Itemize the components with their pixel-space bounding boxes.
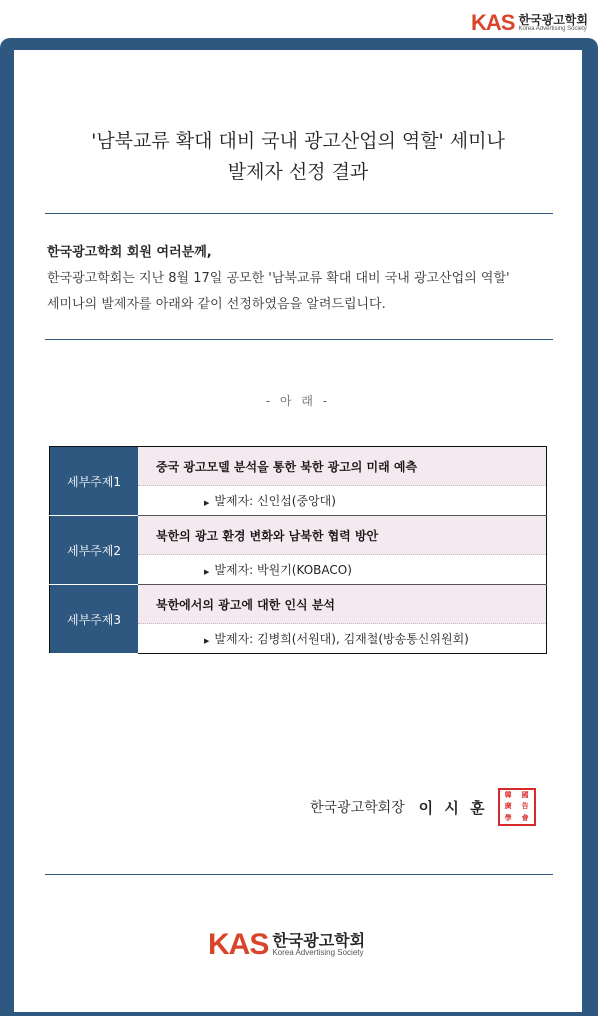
content-panel xyxy=(14,50,582,1012)
greeting-line-1: 한국광고학회는 지난 8월 17일 공모한 '남북교류 확대 대비 국내 광고산업의 역할' xyxy=(47,271,510,286)
topic-title: 중국 광고모델 분석을 통한 북한 광고의 미래 예측 xyxy=(138,447,547,486)
greeting-text xyxy=(47,240,510,318)
salutation: 한국광고학회 회원 여러분께, xyxy=(47,245,212,260)
signature xyxy=(310,788,536,826)
divider xyxy=(45,339,553,340)
footer-logo xyxy=(208,928,365,962)
kas-logo-mark: KAS xyxy=(208,928,269,961)
page-title xyxy=(14,126,582,188)
table-row xyxy=(50,516,547,555)
title-line-2: 발제자 선정 결과 xyxy=(227,161,369,183)
divider xyxy=(45,874,553,875)
presenter-name: 발제자: 신인섭(중앙대) xyxy=(214,494,336,508)
official-seal-icon: 韓 國 廣 告 學 會 xyxy=(498,788,536,826)
presenter-cell xyxy=(138,555,547,585)
divider xyxy=(45,213,553,214)
table-row xyxy=(50,447,547,486)
topics-table xyxy=(49,446,547,654)
logo-name-korean: 한국광고학회 xyxy=(272,930,366,950)
logo-name-english: Korea Advertising Society xyxy=(272,947,364,957)
topic-title: 북한의 광고 환경 변화와 남북한 협력 방안 xyxy=(138,516,547,555)
presenter-cell xyxy=(138,486,547,516)
triangle-bullet-icon: ▶ xyxy=(204,499,210,507)
triangle-bullet-icon: ▶ xyxy=(204,637,210,645)
topic-label: 세부주제1 xyxy=(50,447,139,516)
signature-title: 한국광고학회장 xyxy=(310,800,405,816)
topic-title: 북한에서의 광고에 대한 인식 분석 xyxy=(138,585,547,624)
presenter-name: 발제자: 김병희(서원대), 김재철(방송통신위원회) xyxy=(214,632,469,646)
presenter-name: 발제자: 박원기(KOBACO) xyxy=(214,563,352,577)
signature-name: 이 시 훈 xyxy=(418,798,488,817)
triangle-bullet-icon: ▶ xyxy=(204,568,210,576)
table-row xyxy=(50,585,547,624)
section-marker: - 아 래 - xyxy=(265,394,331,408)
kas-logo-mark: KAS xyxy=(470,10,515,35)
header-logo xyxy=(471,10,588,36)
presenter-cell xyxy=(138,624,547,654)
greeting-line-2: 세미나의 발제자를 아래와 같이 선정하였음을 알려드립니다. xyxy=(47,297,386,312)
title-line-1: '남북교류 확대 대비 국내 광고산업의 역할' 세미나 xyxy=(91,130,505,152)
topic-label: 세부주제2 xyxy=(50,516,139,585)
logo-name-english: Korea Advertising Society xyxy=(518,25,587,32)
topic-label: 세부주제3 xyxy=(50,585,139,654)
logo-name-korean: 한국광고학회 xyxy=(518,12,588,27)
